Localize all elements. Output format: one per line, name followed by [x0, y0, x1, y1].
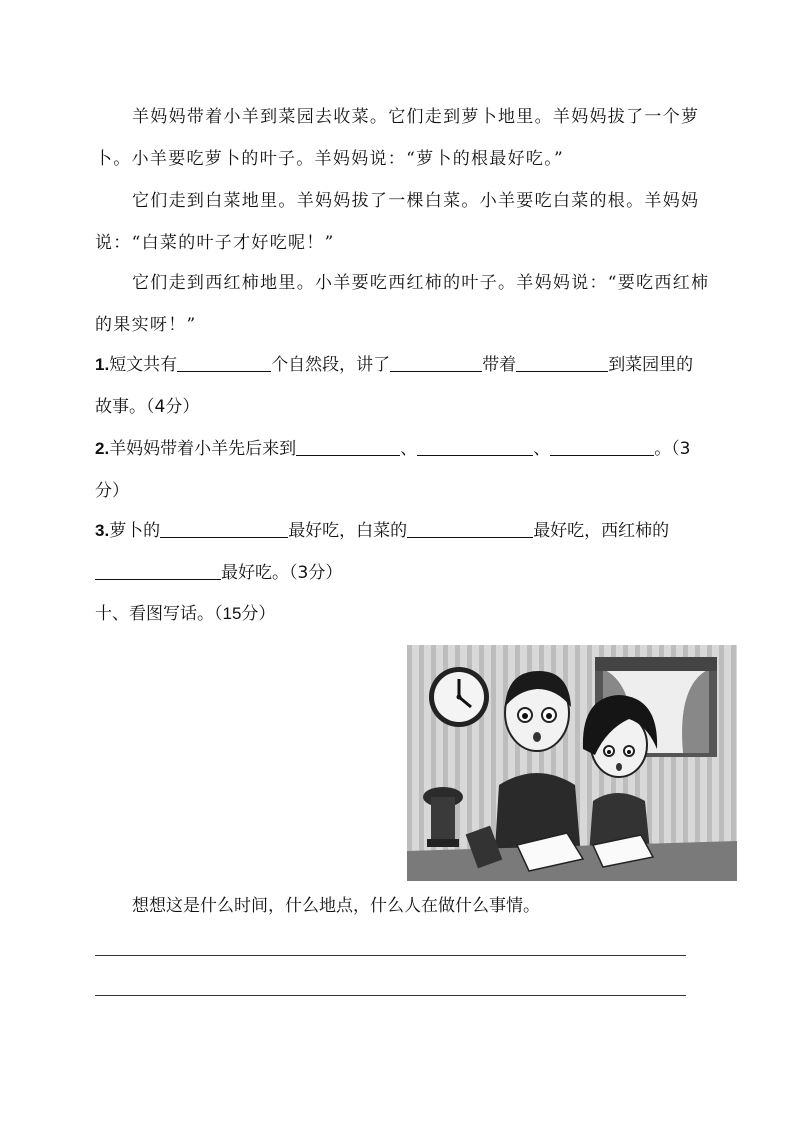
question-number: 3.: [95, 521, 110, 540]
question-text: 最好吃，白菜的: [288, 521, 408, 541]
story-line: 羊妈妈带着小羊到菜园去收菜。它们走到萝卜地里。羊妈妈拔了一个萝: [132, 107, 700, 127]
separator: 、: [400, 439, 418, 459]
section-score: （15分）: [214, 604, 276, 623]
question-text: 最好吃。（3分）: [221, 563, 343, 583]
story-paragraph-2: [95, 180, 730, 264]
question-text: 。（3: [654, 439, 691, 459]
answer-blank[interactable]: [95, 561, 221, 580]
question-text: 分）: [95, 481, 129, 501]
writing-line[interactable]: [95, 955, 686, 956]
question-1: [95, 344, 735, 428]
story-line: 卜。小羊要吃萝卜的叶子。羊妈妈说：“萝卜的根最好吃。”: [95, 149, 564, 169]
question-3: [95, 510, 735, 594]
separator: 、: [533, 439, 551, 459]
question-number: 1.: [95, 355, 110, 374]
section-title-text: 十、看图写话。: [95, 604, 214, 624]
question-text: 最好吃，西红柿的: [533, 521, 670, 541]
question-text: 羊妈妈带着小羊先后来到: [109, 439, 297, 459]
question-text: 短文共有: [109, 355, 178, 375]
story-paragraph-3: [95, 262, 730, 346]
answer-blank[interactable]: [417, 437, 533, 456]
question-2: [95, 428, 735, 512]
wall-clock: [429, 667, 489, 727]
answer-blank[interactable]: [516, 353, 608, 372]
question-text: 故事。（4分）: [95, 397, 200, 417]
question-text: 带着: [482, 355, 517, 375]
illustration-children-studying: [407, 645, 737, 881]
section-title: [95, 596, 275, 632]
story-line: 它们走到白菜地里。羊妈妈拔了一棵白菜。小羊要吃白菜的根。羊妈妈: [132, 191, 700, 211]
answer-blank[interactable]: [177, 353, 271, 372]
question-text: 萝卜的: [109, 521, 161, 541]
answer-blank[interactable]: [550, 437, 654, 456]
writing-prompt: 想想这是什么时间，什么地点，什么人在做什么事情。: [132, 896, 540, 916]
illustration-svg: [407, 645, 737, 881]
writing-line[interactable]: [95, 995, 686, 996]
answer-blank[interactable]: [160, 519, 288, 538]
question-number: 2.: [95, 439, 110, 458]
answer-blank[interactable]: [296, 437, 400, 456]
story-line: 说：“白菜的叶子才好吃呢！”: [95, 233, 335, 253]
story-line: 的果实呀！”: [95, 315, 197, 335]
answer-blank[interactable]: [407, 519, 533, 538]
story-line: 它们走到西红柿地里。小羊要吃西红柿的叶子。羊妈妈说：“要吃西红柿: [132, 273, 710, 293]
answer-blank[interactable]: [390, 353, 482, 372]
story-paragraph-1: [95, 96, 730, 180]
question-text: 到菜园里的: [608, 355, 694, 375]
question-text: 个自然段，讲了: [271, 355, 391, 375]
